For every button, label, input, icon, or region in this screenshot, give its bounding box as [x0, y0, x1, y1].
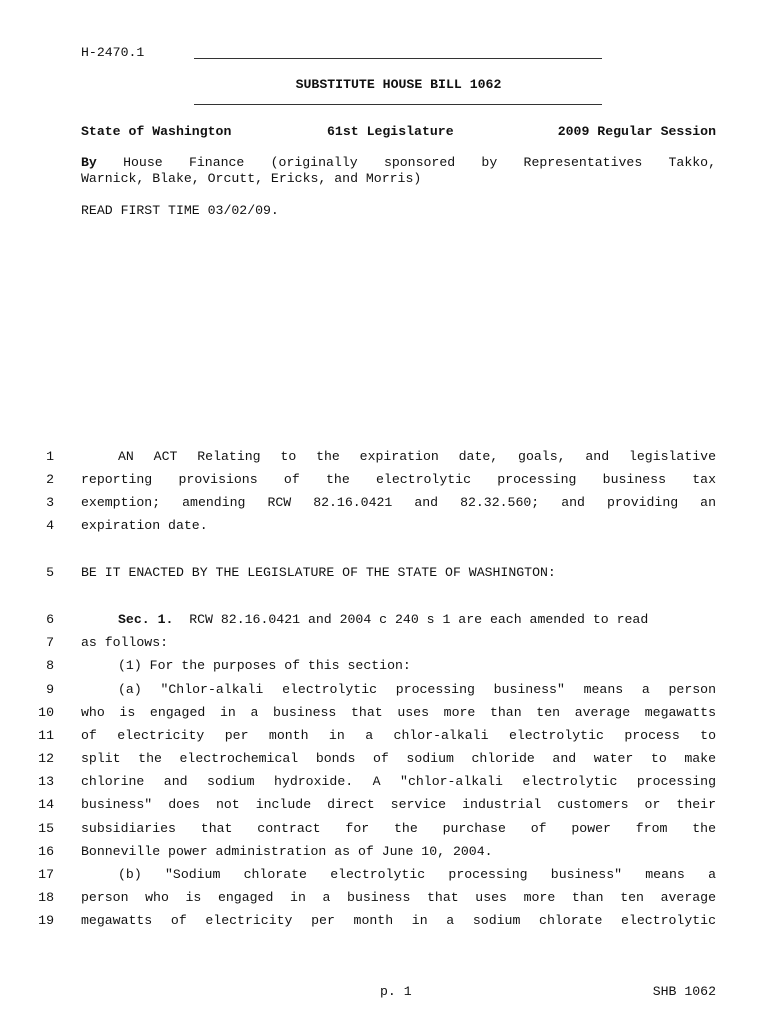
session-label: 2009 Regular Session	[557, 124, 716, 139]
line-number: 6	[46, 612, 54, 627]
line-number: 7	[46, 635, 54, 650]
line-number: 17	[38, 867, 54, 882]
body-line: (b) "Sodium chlorate electrolytic processing business" means a	[118, 867, 716, 882]
line-number: 15	[38, 821, 54, 836]
page-number: p. 1	[380, 984, 412, 999]
bill-title: SUBSTITUTE HOUSE BILL 1062	[295, 77, 502, 92]
enacting-clause: BE IT ENACTED BY THE LEGISLATURE OF THE STATE OF WASHINGTON:	[81, 565, 556, 580]
header-rule-top	[194, 58, 602, 59]
body-line: person who is engaged in a business that uses more than ten average	[81, 890, 716, 905]
read-first-time: READ FIRST TIME 03/02/09.	[81, 203, 279, 218]
line-number: 16	[38, 844, 54, 859]
body-line: reporting provisions of the electrolytic processing business tax	[81, 472, 716, 487]
line-number: 19	[38, 913, 54, 928]
body-line: (a) "Chlor-alkali electrolytic processing business" means a person	[118, 682, 716, 697]
body-line: expiration date.	[81, 518, 208, 533]
line-number: 12	[38, 751, 54, 766]
section-label: Sec. 1.	[118, 612, 174, 627]
body-line: chlorine and sodium hydroxide. A "chlor-alkali electrolytic processing	[81, 774, 716, 789]
line-number: 4	[46, 518, 54, 533]
body-line: of electricity per month in a chlor-alkali electrolytic process to	[81, 728, 716, 743]
section-heading-line	[81, 612, 716, 627]
line-number: 14	[38, 797, 54, 812]
line-number: 1	[46, 449, 54, 464]
section-heading-text: RCW 82.16.0421 and 2004 c 240 s 1 are each amended to read	[189, 612, 649, 627]
line-number: 9	[46, 682, 54, 697]
body-line: (1) For the purposes of this section:	[118, 658, 411, 673]
body-line: subsidiaries that contract for the purchase of power from the	[81, 821, 716, 836]
line-number: 11	[38, 728, 54, 743]
header-rule-bottom	[194, 104, 602, 105]
body-line: exemption; amending RCW 82.16.0421 and 82.32.560; and providing an	[81, 495, 716, 510]
line-number: 18	[38, 890, 54, 905]
body-line: who is engaged in a business that uses more than ten average megawatts	[81, 705, 716, 720]
line-number: 10	[38, 705, 54, 720]
state-label: State of Washington	[81, 124, 232, 139]
body-line: business" does not include direct service industrial customers or their	[81, 797, 716, 812]
sponsor-line-1	[81, 155, 716, 171]
line-number: 3	[46, 495, 54, 510]
footer-bill-id: SHB 1062	[652, 984, 716, 999]
line-number: 13	[38, 774, 54, 789]
body-line: megawatts of electricity per month in a sodium chlorate electrolytic	[81, 913, 716, 928]
sponsor-text-1: House Finance (originally sponsored by Representatives Takko,	[123, 155, 716, 170]
session-header-row	[81, 124, 716, 142]
body-line: Bonneville power administration as of June 10, 2004.	[81, 844, 493, 859]
body-line: AN ACT Relating to the expiration date, goals, and legislative	[118, 449, 716, 464]
body-line: split the electrochemical bonds of sodium chloride and water to make	[81, 751, 716, 766]
body-line: as follows:	[81, 635, 169, 650]
legislature-label: 61st Legislature	[327, 124, 454, 139]
line-number: 2	[46, 472, 54, 487]
sponsor-block	[81, 155, 716, 187]
line-number: 5	[46, 565, 54, 580]
sponsor-line-2: Warnick, Blake, Orcutt, Ericks, and Morris)	[81, 171, 422, 186]
document-code: H-2470.1	[81, 45, 145, 60]
by-label: By	[81, 155, 97, 170]
line-number: 8	[46, 658, 54, 673]
